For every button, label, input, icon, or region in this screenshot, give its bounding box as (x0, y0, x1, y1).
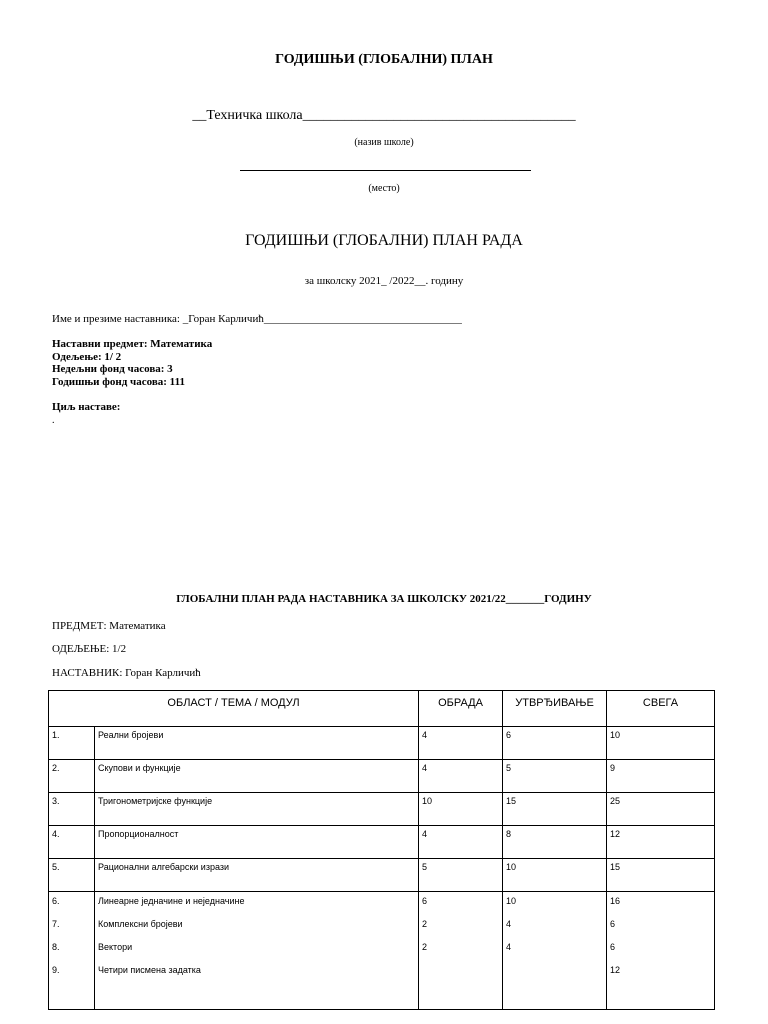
row-utvrdjivanje: 8 (503, 826, 607, 859)
header-svega: СВЕГА (607, 691, 715, 727)
row-svega: 12 (610, 965, 621, 975)
table-row (49, 727, 715, 760)
row-number: 3. (49, 793, 95, 826)
row-topic: Тригонометријске функције (95, 793, 419, 826)
row-number: 1. (49, 727, 95, 760)
row-number: 7. (52, 919, 60, 929)
row-utvrdjivanje: 4 (506, 919, 512, 929)
row-svega: 12 (607, 826, 715, 859)
yearly-hours-info: Годишњи фонд часова: 111 (52, 376, 185, 388)
table-row (49, 826, 715, 859)
row-topic: Комплексни бројеви (98, 919, 183, 929)
table-row (49, 793, 715, 826)
row-utvrdjivanje: 15 (503, 793, 607, 826)
global-plan-title: ГЛОБАЛНИ ПЛАН РАДА НАСТАВНИКА ЗА ШКОЛСКУ 2021/22_______ГОДИНУ (176, 593, 592, 605)
row-utvrdjivanje: 4 (506, 942, 512, 952)
row-svega: 15 (607, 859, 715, 892)
place-underline (240, 158, 531, 171)
row-topic: Четири писмена задатка (98, 965, 201, 975)
row-utvrdjivanje: 10 (503, 859, 607, 892)
plan-table (48, 690, 715, 1010)
header-utvrdjivanje: УТВРЂИВАЊЕ (503, 691, 607, 727)
row-number: 8. (52, 942, 60, 952)
teacher-name-line: Име и презиме наставника: _Горан Карличић____________________________________ (52, 313, 462, 325)
row-topic: Линеарне једначине и неједначине (98, 896, 245, 906)
school-year: за школску 2021_ /2022__. годину (304, 275, 464, 287)
row-obrada: 4 (419, 760, 503, 793)
row-number: 2. (49, 760, 95, 793)
row-svega: 10 (607, 727, 715, 760)
table-row (49, 859, 715, 892)
table-row-group (49, 892, 715, 1010)
row-svega: 6 (610, 919, 616, 929)
row-obrada: 2 (422, 919, 428, 929)
row-obrada: 2 (422, 942, 428, 952)
row-topic: Пропорционалност (95, 826, 419, 859)
row-utvrdjivanje-cell (503, 892, 607, 1010)
header-obrada: ОБРАДА (419, 691, 503, 727)
global-plan-class: ОДЕЉЕЊЕ: 1/2 (52, 643, 127, 655)
table-header-row (49, 691, 715, 727)
row-topic: Вектори (98, 942, 133, 952)
goal-placeholder: . (52, 415, 55, 426)
class-info: Одељење: 1/ 2 (52, 351, 122, 363)
global-plan-subject: ПРЕДМЕТ: Математика (52, 620, 166, 632)
row-topic: Рационални алгебарски изрази (95, 859, 419, 892)
row-number: 6. (52, 896, 60, 906)
row-utvrdjivanje: 6 (503, 727, 607, 760)
row-svega: 16 (610, 896, 621, 906)
row-svega: 9 (607, 760, 715, 793)
row-number-cell (49, 892, 95, 1010)
row-number: 9. (52, 965, 60, 975)
plan-title: ГОДИШЊИ (ГЛОБАЛНИ) ПЛАН РАДА (245, 232, 523, 249)
row-topic-cell (95, 892, 419, 1010)
place-caption: (место) (368, 183, 400, 194)
row-obrada: 6 (422, 896, 428, 906)
table-row (49, 760, 715, 793)
row-obrada-cell (419, 892, 503, 1010)
teaching-goal-label: Циљ наставе: (52, 401, 121, 413)
subject-info: Наставни предмет: Математика (52, 338, 213, 350)
row-utvrdjivanje (506, 964, 603, 987)
row-utvrdjivanje: 5 (503, 760, 607, 793)
weekly-hours-info: Недељни фонд часова: 3 (52, 363, 173, 375)
row-number: 4. (49, 826, 95, 859)
row-obrada: 10 (419, 793, 503, 826)
row-utvrdjivanje: 10 (506, 896, 517, 906)
global-plan-teacher: НАСТАВНИК: Горан Карличић (52, 667, 201, 679)
row-svega: 6 (610, 942, 616, 952)
school-caption: (назив школе) (354, 137, 414, 148)
doc-title: ГОДИШЊИ (ГЛОБАЛНИ) ПЛАН (275, 52, 493, 67)
row-topic: Скупови и функције (95, 760, 419, 793)
school-name-line: __Техничка школа_______________________________________ (192, 108, 576, 123)
row-obrada: 4 (419, 826, 503, 859)
row-number: 5. (49, 859, 95, 892)
header-area: ОБЛАСТ / ТЕМА / МОДУЛ (49, 691, 419, 727)
row-obrada: 5 (419, 859, 503, 892)
row-svega-cell (607, 892, 715, 1010)
row-obrada: 4 (419, 727, 503, 760)
row-svega: 25 (607, 793, 715, 826)
row-obrada (422, 964, 499, 987)
row-topic: Реални бројеви (95, 727, 419, 760)
